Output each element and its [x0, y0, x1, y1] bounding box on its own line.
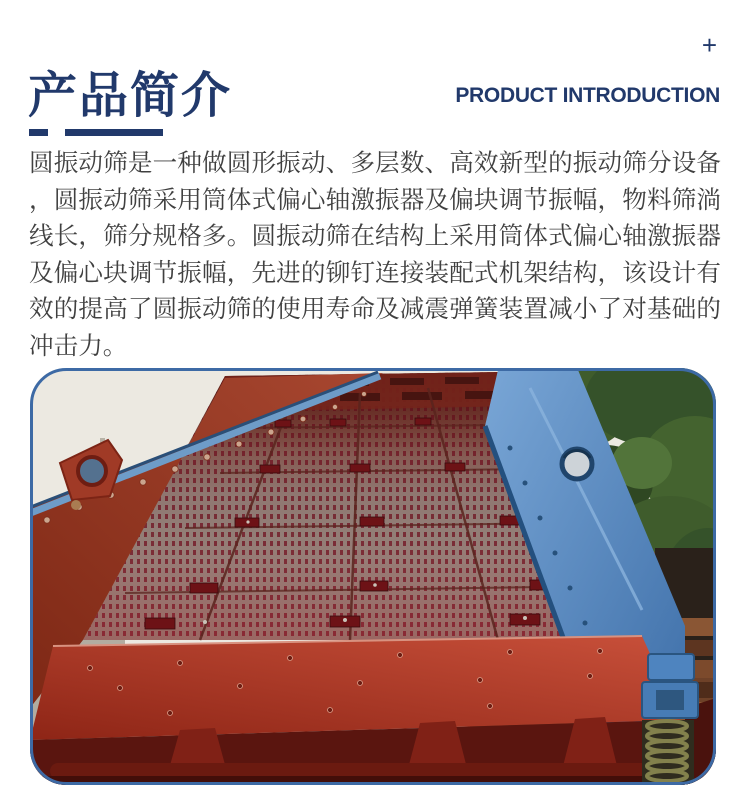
product-photo [30, 368, 716, 785]
accent-bar-long [65, 129, 163, 136]
plus-icon: + [701, 30, 717, 60]
page-title: 产品简介 [28, 68, 233, 123]
machine-feed-plate [30, 636, 716, 785]
page-subtitle: PRODUCT INTRODUCTION [455, 84, 720, 107]
accent-bar-short [29, 129, 48, 136]
intro-paragraph: 圆振动筛是一种做圆形振动、多层数、高效新型的振动筛分设备，圆振动筛采用筒体式偏心轴激振器及偏块调节振幅，物料筛淌线长，筛分规格多。圆振动筛在结构上采用筒体式偏心轴激振器及偏心块调节振幅，先进的铆钉连接装配式机架结构，该设计有效的提高了圆振动筛的使用寿命及减震弹簧装置减小了对基础的冲击力。 [29, 150, 721, 360]
